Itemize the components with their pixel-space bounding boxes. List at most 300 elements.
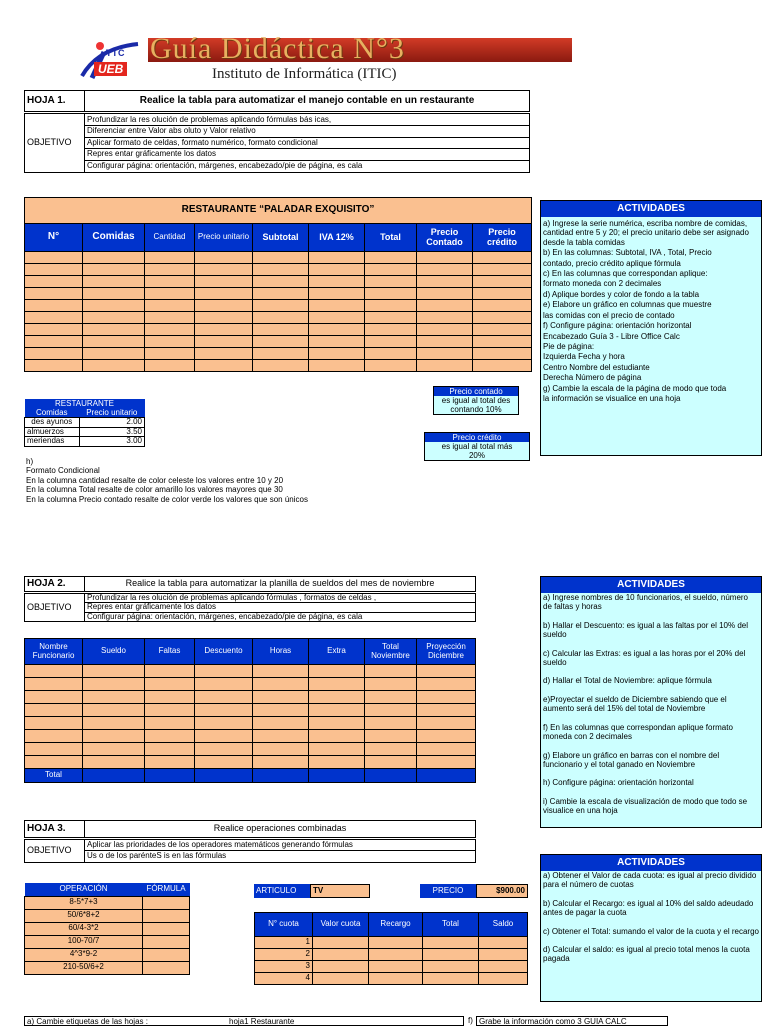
table-row [25,300,532,312]
col-header: Total Noviembre [365,639,417,665]
hoja1-heading: Realice la tabla para automatizar el manejo contable en un restaurante [85,91,530,113]
table-cell[interactable] [253,336,309,348]
table-row [25,288,532,300]
h-label: h) [26,457,34,466]
table-cell[interactable] [369,961,423,973]
table-row [25,704,476,717]
table-cell[interactable] [25,360,83,372]
table-cell[interactable] [365,756,417,769]
precio-credito-note [424,432,530,461]
activity-item: i) Cambie la escala de visualización de modo que todo se visualice en una hoja [543,796,748,816]
table-cell[interactable] [417,264,473,276]
table-cell[interactable] [365,743,417,756]
table-cell[interactable] [195,678,253,691]
table-cell[interactable] [473,336,532,348]
table-cell[interactable] [145,288,195,300]
col-header: Precio Contado [417,224,473,252]
articulo-label: ARTICULO [254,884,310,898]
hoja1-activities [540,200,762,456]
table-cell[interactable] [195,252,253,264]
table-cell[interactable] [365,665,417,678]
institute-name: Instituto de Informática (ITIC) [212,66,397,82]
table-cell[interactable] [145,665,195,678]
table-cell[interactable] [417,743,476,756]
activity-item: Derecha Número de página [543,373,642,383]
col-header: Horas [253,639,309,665]
table-cell[interactable] [479,973,528,985]
table-cell[interactable] [417,324,473,336]
table-cell[interactable] [309,252,365,264]
activity-item: Pie de página: [543,342,595,352]
cuotas-table [254,912,528,985]
hoja2-header-table [24,576,476,622]
table-cell[interactable] [145,336,195,348]
table-row [25,360,532,372]
formula-cell[interactable] [143,948,190,961]
table-cell[interactable] [417,360,473,372]
precio-value: $900.00 [476,884,528,898]
table-cell[interactable] [83,300,145,312]
col-header: Cantidad [145,224,195,252]
activities-title: ACTIVIDADES [541,201,761,217]
payroll-table-body [25,665,476,769]
price-table-header: Comidas [35,408,68,417]
table-cell[interactable] [417,717,476,730]
table-row [25,252,532,264]
table-cell[interactable] [309,730,365,743]
hoja2-objective: Repres entar gráficamente los datos [85,603,475,612]
table-cell[interactable] [195,743,253,756]
formula-cell[interactable] [143,935,190,948]
table-cell[interactable] [309,665,365,678]
operations-table [24,883,190,975]
col-header: Proyección Diciembre [417,639,476,665]
table-cell[interactable] [365,276,417,288]
table-cell[interactable] [253,704,309,717]
table-cell[interactable] [195,324,253,336]
activity-item: la información se visualice en una hoja [543,394,681,404]
formula-cell[interactable] [143,961,190,974]
table-cell[interactable] [145,312,195,324]
activity-item: h) Configure página: orientación horizontal [543,778,694,788]
table-row [25,312,532,324]
table-cell[interactable] [365,252,417,264]
table-cell[interactable] [195,300,253,312]
table-cell[interactable] [83,665,145,678]
table-cell[interactable] [309,717,365,730]
hoja2-objective: Configurar página: orientación, márgenes, encabezado/pie de página, es cala [87,611,363,621]
table-cell[interactable] [365,678,417,691]
hoja1-label: HOJA 1. [25,91,85,113]
table-cell[interactable] [25,336,83,348]
table-cell[interactable] [309,288,365,300]
cuotas-table-body [255,937,528,985]
table-cell[interactable] [253,276,309,288]
table-cell[interactable] [145,730,195,743]
col-header: Total [423,913,479,937]
restaurant-price-table [24,399,145,447]
conditional-format-notes [26,466,308,504]
table-cell[interactable] [253,678,309,691]
table-cell[interactable] [83,264,145,276]
table-row [25,730,476,743]
table-cell[interactable] [145,743,195,756]
table-cell[interactable] [309,756,365,769]
table-cell[interactable] [423,973,479,985]
table-cell[interactable] [145,704,195,717]
op-header: FÓRMULA [146,884,186,894]
conditional-line: En la columna cantidad resalte de color celeste los valores entre 10 y 20 [26,475,284,485]
col-header: Subtotal [253,224,309,252]
table-cell[interactable] [253,312,309,324]
table-cell[interactable] [417,312,473,324]
table-cell[interactable] [25,300,83,312]
table-cell[interactable] [25,756,83,769]
table-cell[interactable] [417,348,473,360]
activity-item: Centro Nombre del estudiante [543,362,650,372]
col-header: N° cuota [255,913,313,937]
table-cell[interactable] [253,252,309,264]
table-cell[interactable] [369,949,423,961]
table-cell[interactable] [309,276,365,288]
table-cell[interactable] [195,264,253,276]
activity-item: g) Cambie la escala de la página de modo que toda [543,383,727,393]
table-cell[interactable] [253,300,309,312]
table-cell[interactable] [417,704,476,717]
activity-item: a) Ingrese la serie numérica, escriba nombre de comidas, cantidad entre 5 y 20; el precio unitario debe ser asignado desde la tabla comidas [543,218,749,247]
table-cell[interactable] [195,336,253,348]
cuota-row [255,949,528,961]
table-cell[interactable] [253,360,309,372]
table-cell[interactable] [83,336,145,348]
table-cell[interactable] [309,264,365,276]
activity-item: d) Aplique bordes y color de fondo a la tabla [543,289,700,299]
table-cell[interactable] [365,264,417,276]
table-cell[interactable] [479,949,528,961]
table-cell[interactable] [145,756,195,769]
table-cell[interactable] [145,717,195,730]
table-cell[interactable] [83,717,145,730]
table-cell[interactable] [253,264,309,276]
table-cell[interactable] [309,336,365,348]
table-cell[interactable] [365,312,417,324]
table-cell[interactable] [25,324,83,336]
table-cell[interactable] [253,717,309,730]
table-cell[interactable] [423,949,479,961]
table-cell[interactable] [313,973,369,985]
footer-left-box [24,1016,464,1026]
operation-row [25,909,190,922]
col-header: IVA 12% [309,224,365,252]
table-cell[interactable] [195,665,253,678]
table-cell[interactable] [25,743,83,756]
table-row [25,756,476,769]
cuota-number: 4 [255,973,313,985]
table-cell[interactable] [145,264,195,276]
table-cell[interactable] [195,348,253,360]
col-header: Comidas [83,224,145,252]
footer-middle-text: hoja1 Restaurante [229,1017,295,1026]
table-cell[interactable] [369,973,423,985]
table-cell[interactable] [365,300,417,312]
hoja3-objective: Aplicar las prioridades de los operadores matemáticos generando fórmulas [85,840,475,851]
table-cell[interactable] [309,743,365,756]
activity-item: c) En las columnas que correspondan aplique: [543,268,708,278]
hoja1-objective: Aplicar formato de celdas, formato numérico, formato condicional [85,138,529,149]
table-cell[interactable] [309,300,365,312]
table-cell[interactable] [369,937,423,949]
table-cell[interactable] [195,288,253,300]
hoja2-heading: Realice la tabla para automatizar la planilla de sueldos del mes de noviembre [85,577,476,593]
table-cell[interactable] [309,678,365,691]
table-cell[interactable] [253,324,309,336]
hoja2-activities [540,576,762,828]
operation-cell: 50/6*8+2 [25,909,143,922]
footer-left-text: a) Cambie etiquetas de las hojas : [27,1017,148,1026]
price-table-cell: 3.50 [79,427,144,436]
table-cell[interactable] [145,324,195,336]
table-cell[interactable] [365,360,417,372]
table-cell[interactable] [313,937,369,949]
table-cell[interactable] [145,360,195,372]
activity-item: b) Calcular el Recargo: es igual al 10% del saldo adeudado antes de pagar la cuota [543,898,754,918]
activity-item: b) En las columnas: Subtotal, IVA , Total, Precio [543,248,712,258]
footer-right-label: f) [468,1016,473,1025]
table-cell[interactable] [145,678,195,691]
col-header: Valor cuota [313,913,369,937]
table-cell[interactable] [423,937,479,949]
footer-right-text: Grabe la información como 3 GUIA CALC [479,1017,627,1026]
table-cell[interactable] [473,288,532,300]
restaurant-table [24,197,532,372]
table-cell[interactable] [195,276,253,288]
table-cell[interactable] [83,704,145,717]
operation-row [25,948,190,961]
table-cell[interactable] [479,937,528,949]
table-cell[interactable] [83,276,145,288]
table-row [25,324,532,336]
table-cell[interactable] [25,665,83,678]
table-row [25,678,476,691]
precio-contado-note [433,386,519,415]
table-cell[interactable] [253,743,309,756]
hoja1-objective-label: OBJETIVO [25,113,85,173]
hoja3-activities [540,854,762,1002]
table-cell[interactable] [417,756,476,769]
table-cell[interactable] [365,717,417,730]
table-cell[interactable] [423,961,479,973]
table-row [25,336,532,348]
table-cell[interactable] [83,312,145,324]
table-cell[interactable] [365,704,417,717]
table-cell[interactable] [417,730,476,743]
formula-cell[interactable] [143,896,190,909]
table-cell[interactable] [365,730,417,743]
table-cell[interactable] [309,691,365,704]
table-cell[interactable] [365,336,417,348]
price-table-header: Precio unitario [86,409,138,417]
table-cell[interactable] [417,691,476,704]
hoja3-label: HOJA 3. [25,821,85,839]
table-cell[interactable] [83,252,145,264]
cuota-number: 2 [255,949,313,961]
table-cell[interactable] [25,348,83,360]
table-cell[interactable] [83,730,145,743]
logo-ueb-text: UEB [94,62,127,76]
table-cell[interactable] [83,360,145,372]
restaurant-table-body [25,252,532,372]
table-cell[interactable] [25,264,83,276]
table-cell[interactable] [83,756,145,769]
col-header: Sueldo [83,639,145,665]
table-cell[interactable] [253,288,309,300]
table-cell[interactable] [83,678,145,691]
conditional-line: En la columna Precio contado resalte de color verde los valores que son únicos [26,494,308,504]
price-table-cell: des ayunos [25,418,80,427]
table-cell[interactable] [83,691,145,704]
table-cell[interactable] [195,360,253,372]
activities-list [541,593,761,816]
table-cell[interactable] [253,665,309,678]
operation-cell: 100-70/7 [25,935,143,948]
table-cell[interactable] [83,288,145,300]
col-header: Recargo [369,913,423,937]
col-header: Descuento [195,639,253,665]
table-cell[interactable] [417,300,473,312]
cuota-row [255,937,528,949]
formula-cell[interactable] [143,909,190,922]
table-cell[interactable] [25,678,83,691]
operation-cell: 4^3*9-2 [25,948,143,961]
operation-row [25,935,190,948]
activity-item: d) Calcular el saldo: es igual al precio total menos la cuota pagada [543,944,750,964]
formula-cell[interactable] [143,922,190,935]
table-cell[interactable] [309,312,365,324]
conditional-line: En la columna Total resalte de color amarillo los valores mayores que 30 [26,485,283,495]
hoja1-objective: Diferenciar entre Valor abs oluto y Valor relativo [85,126,529,137]
table-row [25,665,476,678]
table-cell[interactable] [417,252,473,264]
table-cell[interactable] [145,276,195,288]
hoja3-objective: Us o de los parénteS is en las fórmulas [87,851,227,861]
table-cell[interactable] [365,348,417,360]
table-cell[interactable] [253,756,309,769]
table-cell[interactable] [25,691,83,704]
table-cell[interactable] [253,348,309,360]
table-cell[interactable] [313,949,369,961]
table-cell[interactable] [365,324,417,336]
activity-item: g) Elabore un gráfico en barras con el nombre del funcionario y el total ganado en Noviembre [543,750,720,770]
table-cell[interactable] [479,961,528,973]
table-cell[interactable] [417,665,476,678]
price-table-cell: meriendas [25,437,80,446]
table-cell[interactable] [473,348,532,360]
table-cell[interactable] [83,348,145,360]
hoja2-objective-label: OBJETIVO [25,593,85,622]
table-cell[interactable] [83,743,145,756]
precio-contado-text: es igual al total des contando 10% [441,396,511,414]
activity-item: e) Elabore un gráfico en columnas que muestre [543,300,712,310]
table-row [25,348,532,360]
table-cell[interactable] [473,360,532,372]
table-cell[interactable] [313,961,369,973]
operations-table-body [25,896,190,974]
activity-item: c) Obtener el Total: sumando el valor de la cuota y el recargo [543,926,759,936]
table-cell[interactable] [25,312,83,324]
table-cell[interactable] [195,691,253,704]
table-cell[interactable] [473,312,532,324]
activity-item: formato moneda con 2 decimales [543,279,662,289]
table-row [25,691,476,704]
col-header: Precio crédito [473,224,532,252]
table-cell[interactable] [309,360,365,372]
table-cell[interactable] [145,300,195,312]
payroll-total-label: Total [25,769,83,783]
hoja1-objective: Repres entar gráficamente los datos [85,149,529,160]
table-cell[interactable] [145,691,195,704]
activity-item: f) En las columnas que correspondan aplique formato moneda con 2 decimales [543,722,733,742]
table-cell[interactable] [253,691,309,704]
table-cell[interactable] [25,276,83,288]
hoja1-objective: Profundizar la res olución de problemas aplicando fórmulas bás icas, [85,115,529,126]
table-cell[interactable] [473,252,532,264]
table-cell[interactable] [195,756,253,769]
table-cell[interactable] [473,264,532,276]
hoja1-objective: Configurar página: orientación, márgenes, encabezado/pie de página, es cala [87,160,363,170]
table-row [25,743,476,756]
table-cell[interactable] [25,704,83,717]
table-cell[interactable] [417,288,473,300]
table-cell[interactable] [309,348,365,360]
table-cell[interactable] [25,717,83,730]
table-cell[interactable] [365,288,417,300]
hoja3-heading: Realice operaciones combinadas [85,821,476,839]
table-cell[interactable] [365,691,417,704]
table-cell[interactable] [25,288,83,300]
precio-credito-text: es igual al total más 20% [441,442,513,460]
table-cell[interactable] [309,704,365,717]
table-cell[interactable] [417,678,476,691]
cuota-row [255,973,528,985]
table-cell[interactable] [195,730,253,743]
table-cell[interactable] [145,252,195,264]
activity-item: a) Obtener el Valor de cada cuota: es igual al precio dividido para el número de cuotas [543,870,757,890]
table-cell[interactable] [195,312,253,324]
table-cell[interactable] [145,348,195,360]
table-cell[interactable] [195,704,253,717]
cuota-number: 3 [255,961,313,973]
table-cell[interactable] [417,276,473,288]
table-cell[interactable] [25,252,83,264]
activity-item: contado, precio crédito aplique fórmula [543,258,681,268]
hoja1-header-table [24,90,530,173]
hoja3-objective-label: OBJETIVO [25,839,85,863]
table-cell[interactable] [309,324,365,336]
table-cell[interactable] [473,276,532,288]
table-cell[interactable] [473,324,532,336]
precio-contado-title: Precio contado [434,387,518,396]
table-cell[interactable] [473,300,532,312]
price-table-cell: 2.00 [79,418,144,427]
table-cell[interactable] [417,336,473,348]
table-cell[interactable] [83,324,145,336]
table-cell[interactable] [253,730,309,743]
payroll-table [24,638,476,783]
table-cell[interactable] [195,717,253,730]
activities-list [541,217,761,404]
table-cell[interactable] [25,730,83,743]
table-row [25,717,476,730]
